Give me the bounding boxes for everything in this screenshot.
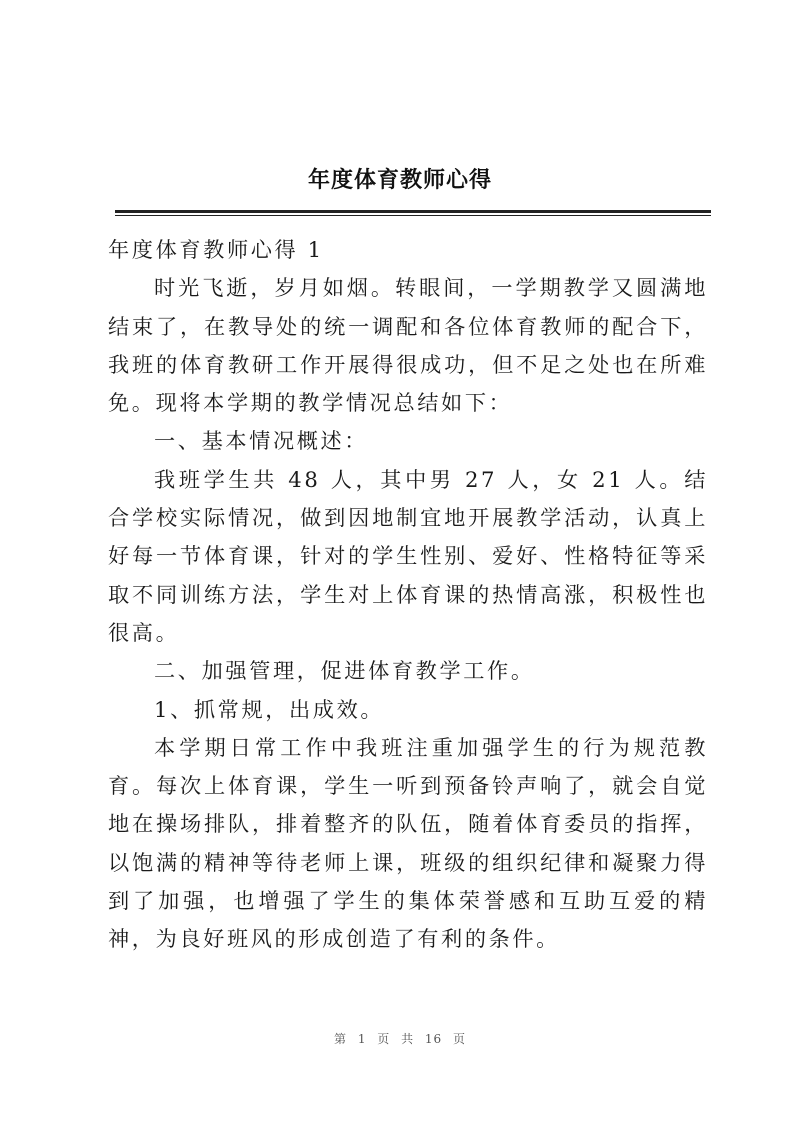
document-body	[108, 231, 708, 959]
subheading-routine: 1、抓常规，出成效。	[154, 696, 385, 722]
heading-basic-situation: 一、基本情况概述：	[154, 428, 369, 454]
heading-management: 二、加强管理，促进体育教学工作。	[154, 658, 535, 684]
document-title: 年度体育教师心得	[307, 168, 492, 193]
page-footer: 第 1 页 共 16 页	[334, 1032, 466, 1046]
paragraph-intro: 时光飞逝，岁月如烟。转眼间，一学期教学又圆满地结束了，在教导处的统一调配和各位体育教师的配合下，我班的体育教研工作开展得很成功，但不足之处也在所难免。现将本学期的教学情况总结如下：	[108, 275, 708, 416]
paragraph-routine: 本学期日常工作中我班注重加强学生的行为规范教育。每次上体育课，学生一听到预备铃声响了，就会自觉地在操场排队，排着整齐的队伍，随着体育委员的指挥，以饱满的精神等待老师上课，班级的组织纪律和凝聚力得到了加强，也增强了学生的集体荣誉感和互助互爱的精神，为良好班风的形成创造了有利的条件。	[108, 734, 708, 952]
title-rule-thin	[115, 215, 711, 216]
paragraph-class-info: 我班学生共 48 人，其中男 27 人，女 21 人。结合学校实际情况，做到因地制宜地开展教学活动，认真上好每一节体育课，针对的学生性别、爱好、性格特征等采取不同训练方法，学生对上体育课的热情高涨，积极性也很高。	[108, 466, 708, 645]
section-heading: 年度体育教师心得 1	[108, 237, 324, 262]
title-rule-thick	[115, 210, 711, 213]
